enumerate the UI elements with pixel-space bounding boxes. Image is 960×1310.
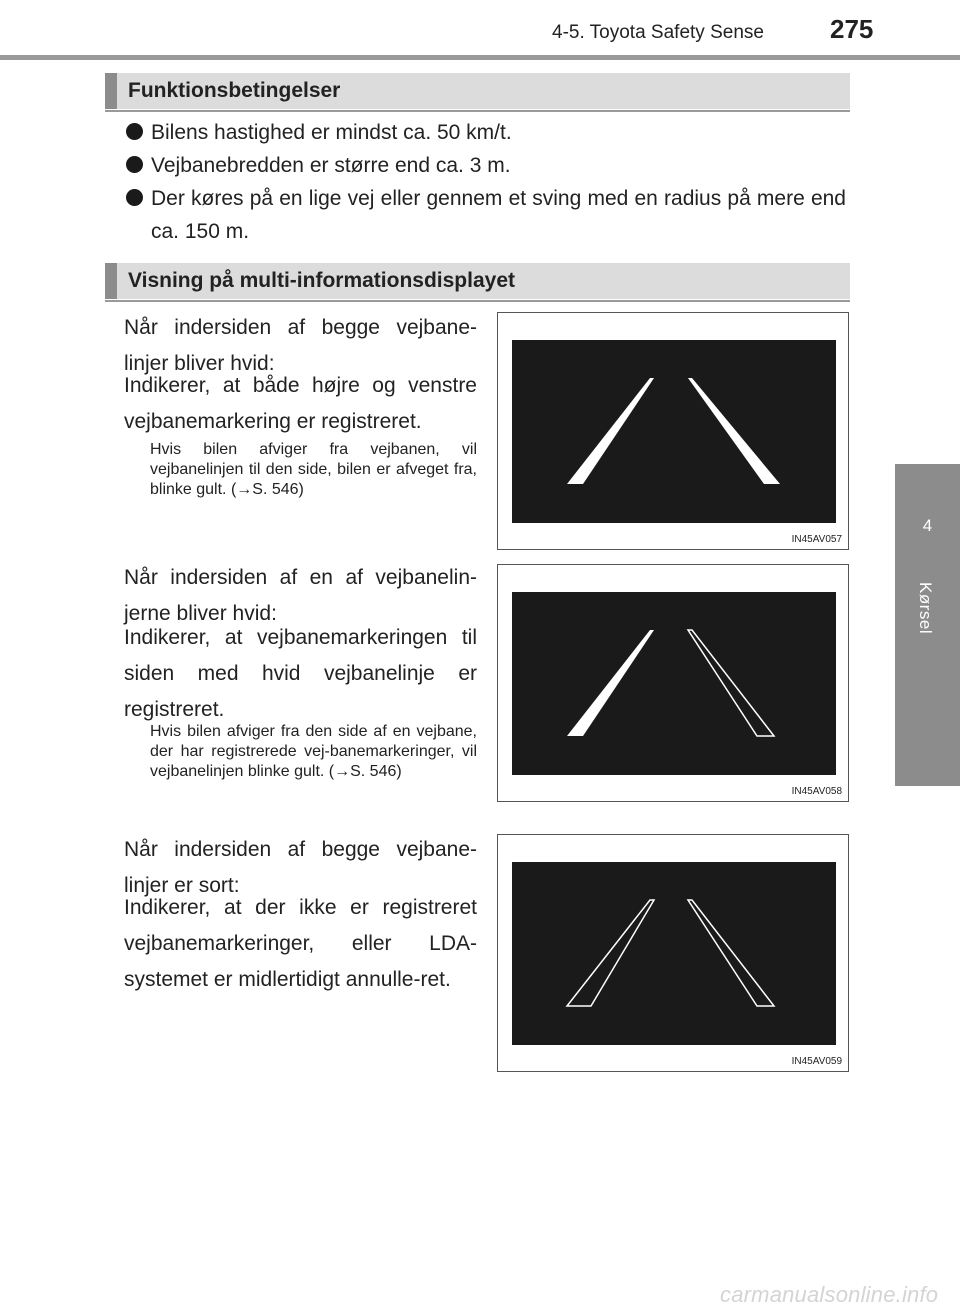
bullet-text: Bilens hastighed er mindst ca. 50 km/t.: [151, 121, 512, 144]
bullet-text: Vejbanebredden er større end ca. 3 m.: [151, 154, 511, 177]
section-header-bar: [105, 73, 117, 109]
section-header-rule: [105, 300, 850, 302]
lane-display-illustration: [512, 592, 836, 775]
display-note-text: Hvis bilen afviger fra den side af en vejbane, der har registrerede vej-banemarkeringer, vil vejbanelinjen blinke gult. (→S. 546): [150, 723, 477, 780]
header-section-title: 4-5. Toyota Safety Sense: [552, 22, 764, 43]
chapter-number: 4: [922, 516, 933, 535]
lane-display-illustration: [512, 862, 836, 1045]
display-condition-text: Når indersiden af begge vejbane-linjer er sort:: [124, 838, 477, 897]
section-title: Visning på multi-informationsdisplayet: [128, 269, 515, 292]
lane-display-illustration: [512, 340, 836, 523]
section-header-conditions: [105, 73, 850, 109]
header-divider: [0, 55, 960, 60]
section-title: Funktionsbetingelser: [128, 79, 341, 102]
display-note-text: Hvis bilen afviger fra vejbanen, vil vejbanelinjen til den side, bilen er afveget fra, blinke gult. (→S. 546): [150, 441, 477, 498]
chapter-title: Kørsel: [916, 582, 935, 635]
section-header-bar: [105, 263, 117, 299]
chapter-tab: [895, 464, 960, 786]
display-meaning-text: Indikerer, at der ikke er registreret vejbanemarkeringer, eller LDA-systemet er midlertidigt annulle-ret.: [124, 896, 477, 991]
display-condition-text: Når indersiden af begge vejbane-linjer bliver hvid:: [124, 316, 477, 375]
section-header-display: [105, 263, 850, 299]
bullet-icon: [126, 156, 143, 173]
display-figure: [497, 312, 849, 550]
figure-code: IN45AV059: [791, 1056, 842, 1067]
display-meaning-text: Indikerer, at vejbanemarkeringen til siden med hvid vejbanelinje er registreret.: [124, 626, 477, 721]
display-condition-text: Når indersiden af en af vejbanelin-jerne bliver hvid:: [124, 566, 477, 625]
page-number: 275: [830, 14, 874, 44]
watermark-text: carmanualsonline.info: [720, 1282, 939, 1307]
display-figure: [497, 564, 849, 802]
bullet-icon: [126, 189, 143, 206]
bullet-icon: [126, 123, 143, 140]
figure-code: IN45AV057: [791, 534, 842, 545]
bullet-text: Der køres på en lige vej eller gennem et sving med en radius på mere end ca. 150 m.: [151, 187, 846, 243]
display-meaning-text: Indikerer, at både højre og venstre vejbanemarkering er registreret.: [124, 374, 477, 433]
section-header-rule: [105, 110, 850, 112]
display-figure: [497, 834, 849, 1072]
figure-code: IN45AV058: [791, 786, 842, 797]
